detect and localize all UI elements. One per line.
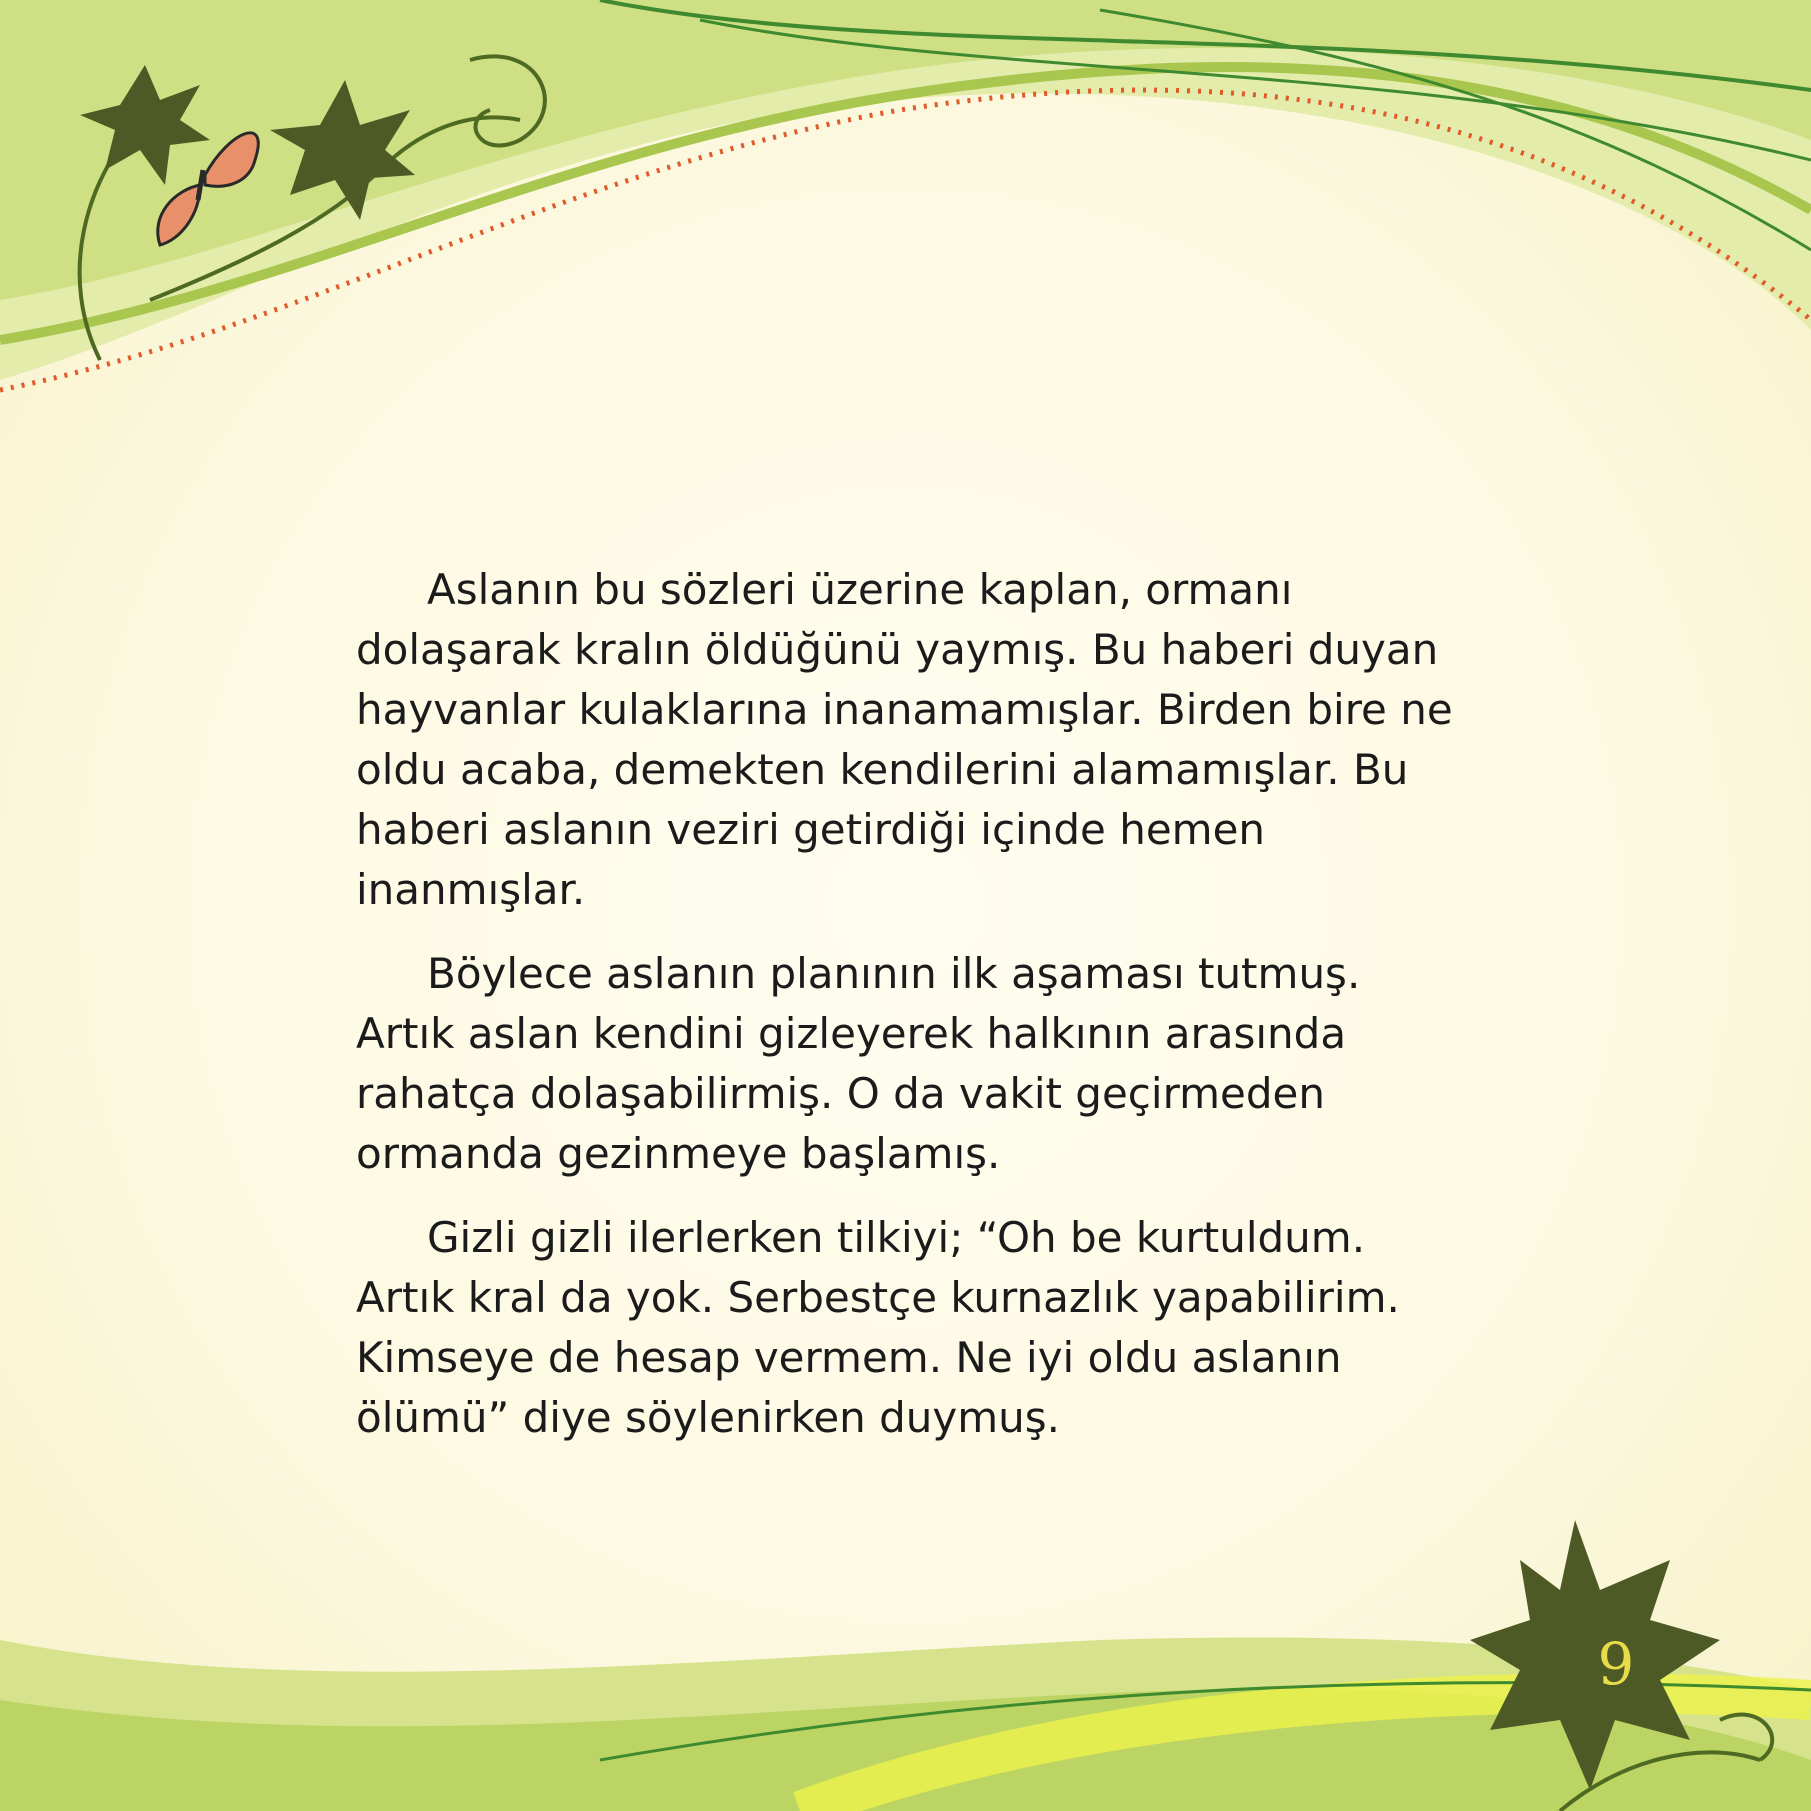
story-text <box>356 560 1456 1472</box>
top-swoosh <box>0 0 1811 390</box>
page-number: 9 <box>1597 1630 1635 1698</box>
paragraph: Gizli gizli ilerlerken tilkiyi; “Oh be kurtuldum. Artık kral da yok. Serbestçe kurnazlık yapabilirim. Kimseye de hesap vermem. Ne iyi oldu aslanın ölümü” diye söylenirken duymuş. <box>356 1213 1400 1442</box>
paragraph: Aslanın bu sözleri üzerine kaplan, ormanı dolaşarak kralın öldüğünü yaymış. Bu haberi duyan hayvanlar kulaklarına inanamamışlar. Birden bire ne oldu acaba, demekten kendilerini alamamışlar. Bu haberi aslanın veziri getirdiği içinde hemen inanmışlar. <box>356 565 1453 914</box>
paragraph: Böylece aslanın planının ilk aşaması tutmuş. Artık aslan kendini gizleyerek halkının arasında rahatça dolaşabilirmiş. O da vakit geçirmeden ormanda gezinmeye başlamış. <box>356 949 1361 1178</box>
